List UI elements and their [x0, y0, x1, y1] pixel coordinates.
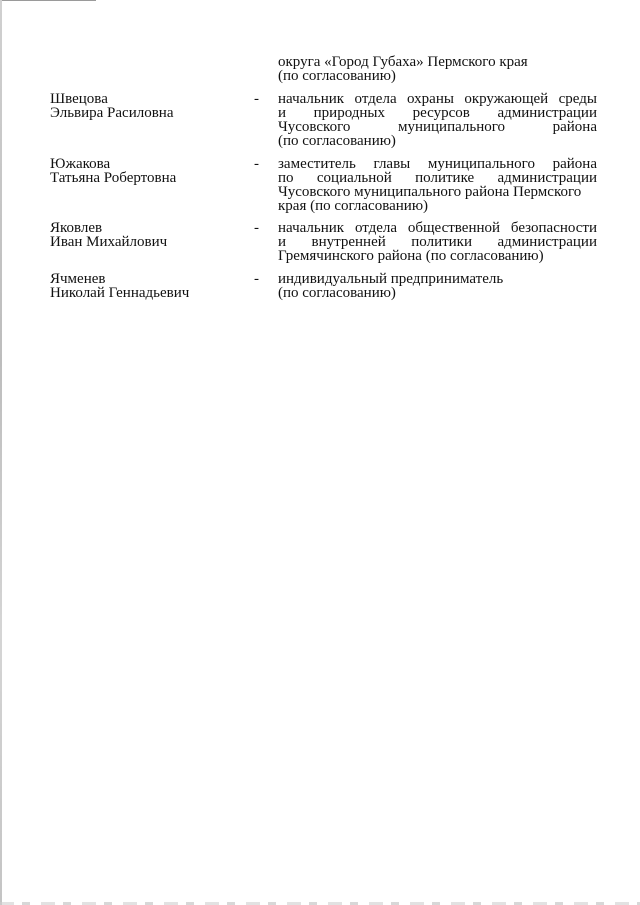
- member-position: [278, 92, 597, 148]
- position-line: заместитель главы муниципального района: [278, 156, 597, 172]
- position-line: (по согласованию): [278, 285, 396, 301]
- position-line: начальник отдела общественной безопасности: [278, 220, 597, 236]
- continuation-text: [278, 55, 597, 83]
- scan-edge-left: [0, 0, 2, 905]
- member-surname: Швецова: [50, 91, 108, 107]
- position-line: и природных ресурсов администрации: [278, 105, 597, 121]
- position-line: Чусовского муниципального района: [278, 119, 597, 135]
- member-given-names: Николай Геннадьевич: [50, 285, 190, 301]
- position-line: Чусовского муниципального района Пермского: [278, 184, 582, 200]
- position-line: по социальной политике администрации: [278, 170, 597, 186]
- member-given-names: Татьяна Робертовна: [50, 170, 177, 186]
- continuation-line: округа «Город Губаха» Пермского края: [278, 54, 528, 70]
- separator-dash: -: [254, 91, 259, 107]
- position-line: (по согласованию): [278, 133, 396, 149]
- member-surname: Южакова: [50, 156, 111, 172]
- position-line: Гремячинского района (по согласованию): [278, 248, 544, 264]
- continuation-line: (по согласованию): [278, 68, 396, 84]
- member-surname: Ячменев: [50, 271, 106, 287]
- member-name: [50, 157, 240, 185]
- position-line: края (по согласованию): [278, 198, 429, 214]
- position-line: начальник отдела охраны окружающей среды: [278, 91, 597, 107]
- member-surname: Яковлев: [50, 220, 103, 236]
- member-given-names: Эльвира Расиловна: [50, 105, 174, 121]
- member-position: [278, 221, 597, 263]
- member-name: [50, 272, 240, 300]
- position-line: и внутренней политики администрации: [278, 234, 597, 250]
- member-name: [50, 92, 240, 120]
- member-name: [50, 221, 240, 249]
- separator-dash: -: [254, 271, 259, 287]
- separator-dash: -: [254, 220, 259, 236]
- member-position: [278, 272, 597, 300]
- member-position: [278, 157, 597, 213]
- scan-edge-top: [0, 0, 96, 1]
- separator-dash: -: [254, 156, 259, 172]
- member-given-names: Иван Михайлович: [50, 234, 168, 250]
- position-line: индивидуальный предприниматель: [278, 271, 504, 287]
